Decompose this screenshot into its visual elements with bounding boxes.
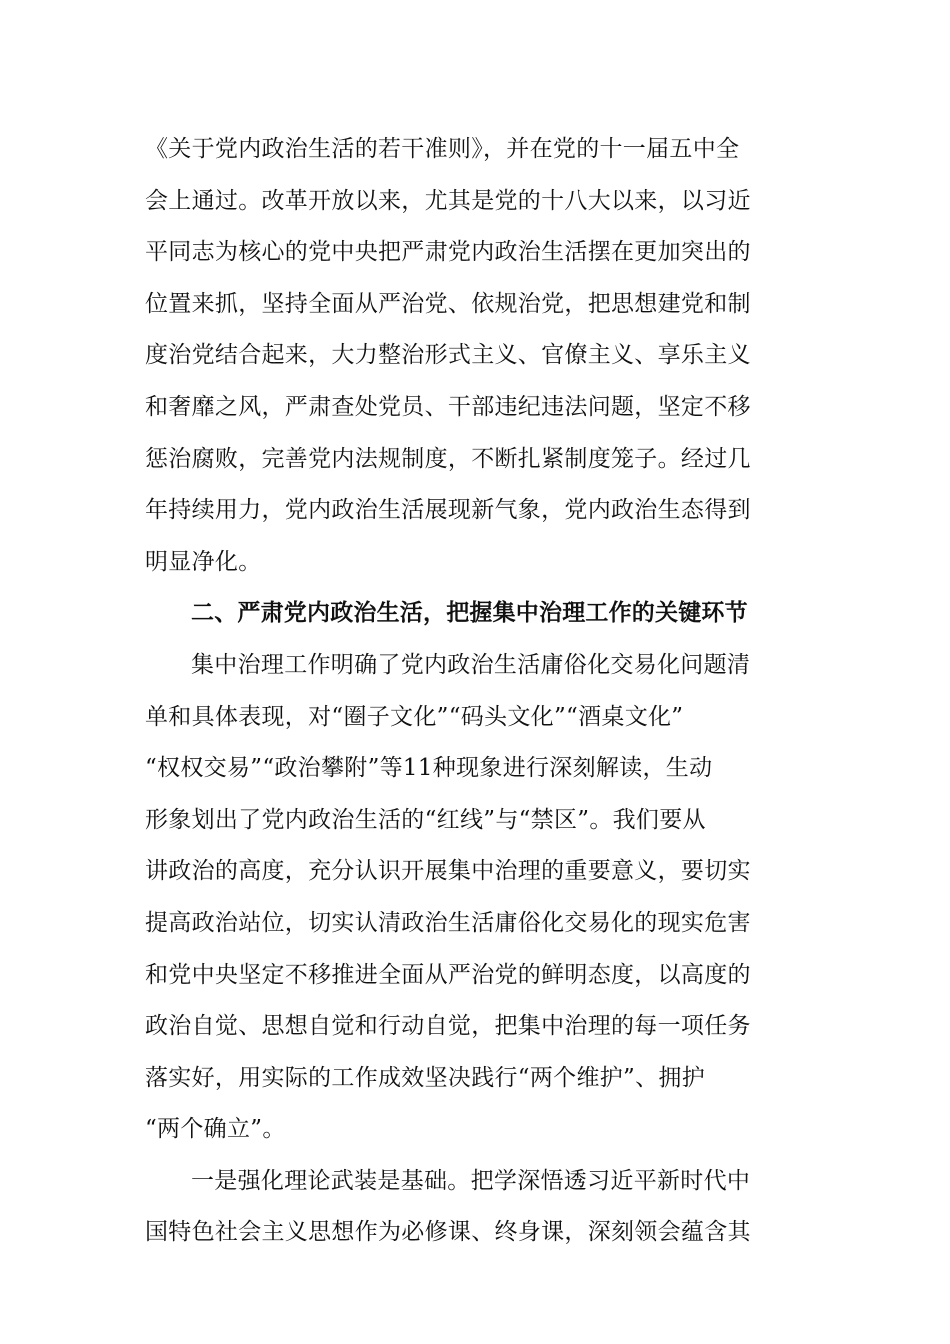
- text-line: 惩治腐败，完善党内法规制度，不断扎紧制度笼子。经过几: [145, 445, 751, 472]
- paragraph-1: [145, 124, 805, 588]
- text-line: 年持续用力，党内政治生活展现新气象，党内政治生态得到: [145, 497, 751, 524]
- text-line: 政治自觉、思想自觉和行动自觉，把集中治理的每一项任务: [145, 1013, 751, 1040]
- document-body: [145, 124, 805, 1259]
- text-line: “两个确立”。: [145, 1116, 286, 1143]
- text-line: 平同志为核心的党中央把严肃党内政治生活摆在更加突出的: [145, 239, 751, 266]
- text-line: 单和具体表现，对“圈子文化”“码头文化”“酒桌文化”: [145, 703, 684, 730]
- text-line: “权权交易”“政治攀附”等11种现象进行深刻解读，生动: [145, 755, 713, 782]
- paragraph-3: [145, 1156, 805, 1259]
- text-line: 和奢靡之风，严肃查处党员、干部违纪违法问题，坚定不移: [145, 393, 751, 420]
- text-line: 讲政治的高度，充分认识开展集中治理的重要意义，要切实: [145, 858, 751, 885]
- text-line: 《关于党内政治生活的若干准则》，并在党的十一届五中全: [145, 136, 740, 162]
- text-line: 提高政治站位，切实认清政治生活庸俗化交易化的现实危害: [145, 909, 751, 936]
- paragraph-2: [145, 640, 805, 1156]
- text-line: 明显净化。: [145, 548, 262, 575]
- text-line: 一是强化理论武装是基础。把学深悟透习近平新时代中: [191, 1167, 751, 1194]
- section-heading: [145, 588, 805, 640]
- text-line: 和党中央坚定不移推进全面从严治党的鲜明态度，以高度的: [145, 961, 751, 988]
- text-line: 度治党结合起来，大力整治形式主义、官僚主义、享乐主义: [145, 342, 751, 369]
- text-line: 会上通过。改革开放以来，尤其是党的十八大以来，以习近: [145, 187, 751, 214]
- text-line: 集中治理工作明确了党内政治生活庸俗化交易化问题清: [191, 651, 751, 678]
- text-line: 落实好，用实际的工作成效坚决践行“两个维护”、拥护: [145, 1064, 706, 1091]
- text-line: 国特色社会主义思想作为必修课、终身课，深刻领会蕴含其: [145, 1219, 751, 1246]
- text-line: 形象划出了党内政治生活的“红线”与“禁区”。我们要从: [145, 806, 706, 833]
- text-line: 位置来抓，坚持全面从严治党、依规治党，把思想建党和制: [145, 290, 751, 317]
- heading-text: 二、严肃党内政治生活，把握集中治理工作的关键环节: [191, 600, 748, 627]
